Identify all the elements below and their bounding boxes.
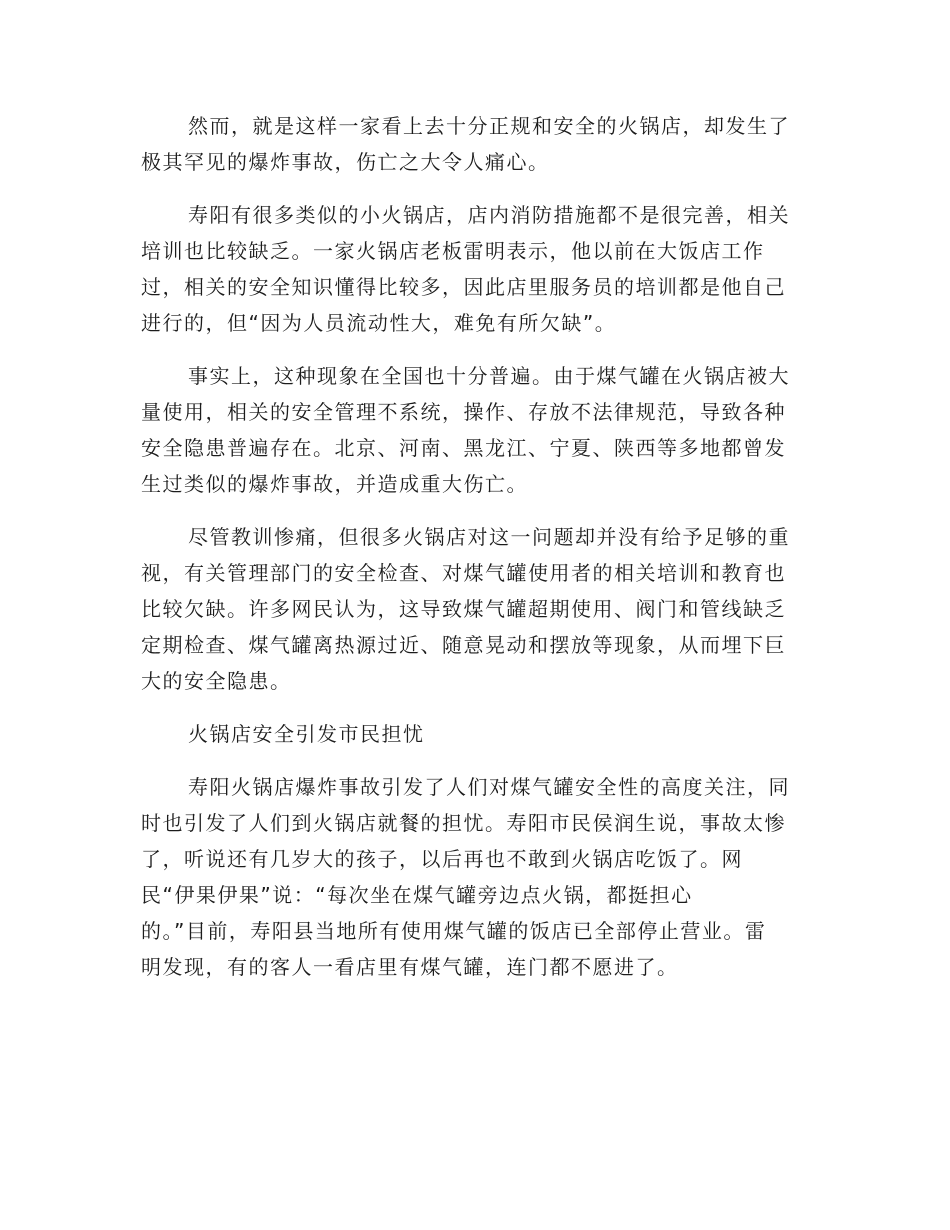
text-line: 寿阳火锅店爆炸事故引发了人们对煤气罐安全性的高度关注，同 [188,775,790,799]
text-line: 事实上，这种现象在全国也十分普遍。由于煤气罐在火锅店被大 [188,364,790,388]
paragraph-2 [141,197,796,341]
text-line: 进行的，但“因为人员流动性大，难免有所欠缺”。 [141,311,617,335]
section-heading [141,716,796,752]
article-body [141,108,796,1002]
text-line: 视，有关管理部门的安全检查、对煤气罐使用者的相关培训和教育也 [141,561,786,585]
text-line: 的。”目前，寿阳县当地所有使用煤气罐的饭店已全部停止营业。雷 [141,919,767,943]
text-line: 民“伊果伊果”说：“每次坐在煤气罐旁边点火锅，都挺担心 [141,883,693,907]
text-line: 比较欠缺。许多网民认为，这导致煤气罐超期使用、阀门和管线缺乏 [141,597,786,621]
text-line: 了，听说还有几岁大的孩子，以后再也不敢到火锅店吃饭了。网 [141,847,743,871]
paragraph-1 [141,108,796,180]
paragraph-4 [141,519,796,699]
paragraph-3 [141,358,796,502]
paragraph-5 [141,769,796,985]
text-line: 安全隐患普遍存在。北京、河南、黑龙江、宁夏、陕西等多地都曾发 [141,436,786,460]
text-line: 时也引发了人们到火锅店就餐的担忧。寿阳市民侯润生说，事故太惨 [141,811,786,835]
text-line: 然而，就是这样一家看上去十分正规和安全的火锅店，却发生了 [188,114,790,138]
text-line: 定期检查、煤气罐离热源过近、随意晃动和摆放等现象，从而埋下巨 [141,633,786,657]
text-line: 过，相关的安全知识懂得比较多，因此店里服务员的培训都是他自己 [141,275,786,299]
text-line: 明发现，有的客人一看店里有煤气罐，连门都不愿进了。 [141,955,679,979]
text-line: 培训也比较缺乏。一家火锅店老板雷明表示，他以前在大饭店工作 [141,239,765,263]
text-line: 量使用，相关的安全管理不系统，操作、存放不法律规范，导致各种 [141,400,786,424]
text-line: 寿阳有很多类似的小火锅店，店内消防措施都不是很完善，相关 [188,203,790,227]
section-heading-text: 火锅店安全引发市民担忧 [188,722,425,746]
text-line: 大的安全隐患。 [141,669,292,693]
text-line: 尽管教训惨痛，但很多火锅店对这一问题却并没有给予足够的重 [188,525,790,549]
text-line: 极其罕见的爆炸事故，伤亡之大令人痛心。 [141,150,550,174]
text-line: 生过类似的爆炸事故，并造成重大伤亡。 [141,472,528,496]
